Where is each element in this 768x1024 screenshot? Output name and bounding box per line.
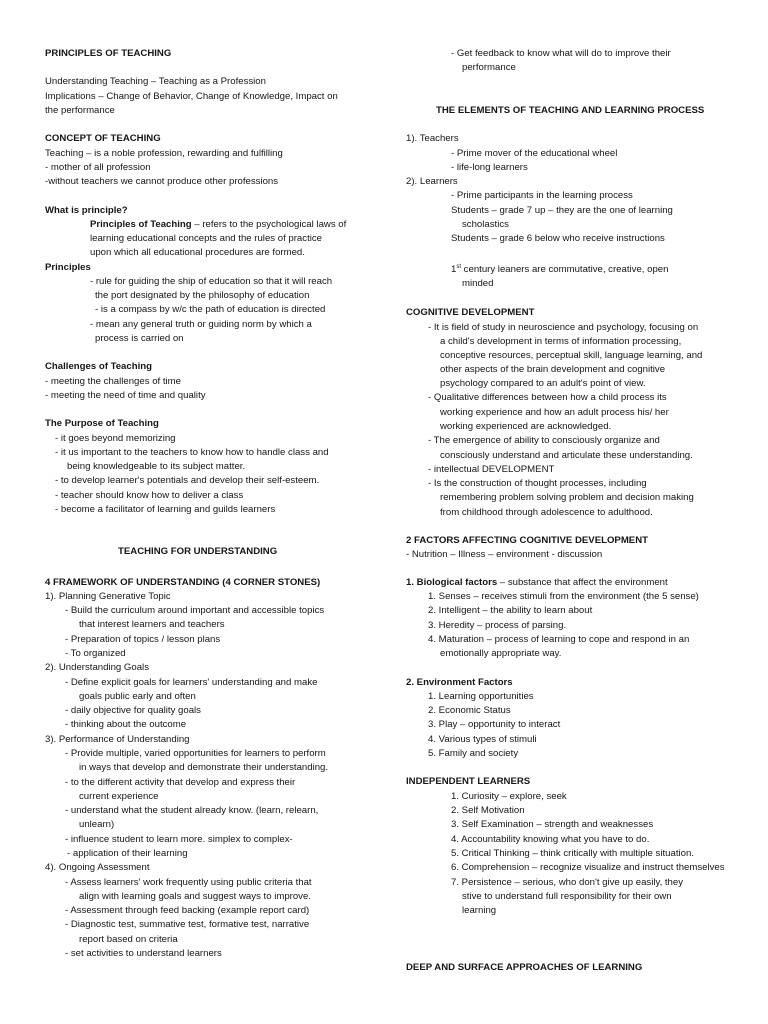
line-text: from childhood through adolescence to adulthood. bbox=[440, 507, 653, 518]
line-text: Principles bbox=[45, 262, 91, 273]
line-text: - thinking about the outcome bbox=[65, 719, 187, 730]
text-line bbox=[90, 247, 305, 259]
line-text: – substance that affect the environment bbox=[497, 577, 668, 588]
text-line bbox=[451, 877, 683, 889]
line-text: - Prime participants in the learning process bbox=[451, 190, 633, 201]
text-line bbox=[45, 734, 190, 746]
line-text: 5. Critical Thinking – think critically with multiple situation. bbox=[451, 848, 694, 859]
text-line bbox=[45, 376, 181, 388]
ordinal-suffix: st bbox=[456, 263, 462, 270]
line-text: - meeting the need of time and quality bbox=[45, 390, 206, 401]
text-line bbox=[406, 176, 458, 188]
line-text: 1. Learning opportunities bbox=[428, 691, 534, 702]
line-text: Students – grade 6 below who receive instructions bbox=[451, 233, 665, 244]
section-heading bbox=[118, 546, 277, 558]
text-line bbox=[65, 677, 317, 689]
text-line bbox=[440, 648, 561, 660]
line-text: - to develop learner's potentials and develop their self-esteem. bbox=[55, 475, 320, 486]
text-line bbox=[55, 504, 275, 516]
text-line bbox=[406, 549, 602, 561]
line-text: learning educational concepts and the rules of practice bbox=[90, 233, 322, 244]
line-text: consciously understand and articulate these understanding. bbox=[440, 450, 693, 461]
line-text: Challenges of Teaching bbox=[45, 361, 152, 372]
text-line bbox=[67, 461, 245, 473]
line-text: - it us important to the teachers to know how to handle class and bbox=[55, 447, 329, 458]
section-heading bbox=[45, 418, 159, 430]
line-text: - influence student to learn more. simplex to complex- bbox=[65, 834, 293, 845]
section-heading bbox=[406, 776, 530, 788]
text-line bbox=[65, 834, 293, 846]
section-heading bbox=[45, 133, 161, 145]
line-text: conceptive resources, perceptual skill, language learning, and bbox=[440, 350, 703, 361]
line-text: - Preparation of topics / lesson plans bbox=[65, 634, 221, 645]
line-text: 3. Heredity – process of parsing. bbox=[428, 620, 567, 631]
text-line bbox=[79, 691, 196, 703]
line-text: 4. Various types of stimuli bbox=[428, 734, 537, 745]
text-line bbox=[45, 390, 206, 402]
line-text: 2). Understanding Goals bbox=[45, 662, 149, 673]
text-line bbox=[65, 919, 309, 931]
text-line bbox=[462, 62, 516, 74]
text-line bbox=[65, 748, 326, 760]
line-text: - It is field of study in neuroscience and psychology, focusing on bbox=[428, 322, 699, 333]
text-line bbox=[451, 791, 567, 803]
line-text: report based on criteria bbox=[79, 934, 178, 945]
text-line bbox=[451, 190, 633, 202]
text-line bbox=[451, 264, 668, 276]
section-heading bbox=[45, 48, 171, 60]
section-heading bbox=[45, 262, 91, 274]
text-line bbox=[65, 877, 312, 889]
line-text: 3. Play – opportunity to interact bbox=[428, 719, 561, 730]
text-line bbox=[65, 605, 324, 617]
line-text: - Build the curriculum around important and accessible topics bbox=[65, 605, 325, 616]
line-text: - Qualitative differences between how a child process its bbox=[428, 392, 667, 403]
text-line bbox=[451, 819, 653, 831]
line-text: – refers to the psychological laws of bbox=[191, 219, 347, 230]
line-text: - is a compass by w/c the path of education is directed bbox=[95, 304, 326, 315]
line-text: CONCEPT OF TEACHING bbox=[45, 133, 161, 144]
text-line bbox=[65, 948, 222, 960]
text-line bbox=[440, 492, 694, 504]
section-heading bbox=[406, 677, 513, 689]
line-text: 4. Maturation – process of learning to cope and respond in an bbox=[428, 634, 690, 645]
text-line bbox=[55, 433, 176, 445]
line-text: - Provide multiple, varied opportunities for learners to perform bbox=[65, 748, 326, 759]
text-line bbox=[428, 719, 560, 731]
line-text: - meeting the challenges of time bbox=[45, 376, 181, 387]
text-line bbox=[65, 634, 220, 646]
line-text: learning bbox=[462, 905, 497, 916]
text-line bbox=[79, 819, 114, 831]
text-line bbox=[45, 176, 278, 188]
line-text: - mean any general truth or guiding norm by which a bbox=[90, 319, 312, 330]
line-text: 2 FACTORS AFFECTING COGNITIVE DEVELOPMENT bbox=[406, 535, 648, 546]
text-line bbox=[428, 634, 689, 646]
line-text: - daily objective for quality goals bbox=[65, 705, 201, 716]
text-line bbox=[451, 834, 649, 846]
text-line bbox=[440, 507, 653, 519]
line-text: 4 FRAMEWORK OF UNDERSTANDING (4 CORNER STONES) bbox=[45, 577, 321, 588]
line-text: align with learning goals and suggest ways to improve. bbox=[79, 891, 311, 902]
text-line bbox=[45, 76, 266, 88]
line-text: PRINCIPLES OF TEACHING bbox=[45, 48, 172, 59]
line-text: - Assessment through feed backing (example report card) bbox=[65, 905, 310, 916]
text-line bbox=[406, 577, 668, 589]
line-text: working experience and how an adult process his/ her bbox=[440, 407, 669, 418]
line-text: - set activities to understand learners bbox=[65, 948, 222, 959]
line-text: remembering problem solving problem and decision making bbox=[440, 492, 694, 503]
line-text: 2). Learners bbox=[406, 176, 458, 187]
line-text: Students – grade 7 up – they are the one of learning bbox=[451, 205, 673, 216]
text-line bbox=[65, 648, 126, 660]
line-text: that interest learners and teachers bbox=[79, 619, 225, 630]
text-line bbox=[95, 333, 184, 345]
line-text: 2. Environment Factors bbox=[406, 677, 513, 688]
text-line bbox=[79, 791, 158, 803]
line-text: stive to understand full responsibility for their own bbox=[462, 891, 672, 902]
text-line bbox=[65, 777, 295, 789]
line-text: Implications – Change of Behavior, Change of Knowledge, Impact on bbox=[45, 91, 338, 102]
text-line bbox=[428, 620, 566, 632]
line-text: - Nutrition – Illness – environment - discussion bbox=[406, 549, 603, 560]
text-line bbox=[79, 934, 178, 946]
line-text: - understand what the student already know. (learn, relearn, bbox=[65, 805, 319, 816]
line-text: - become a facilitator of learning and guilds learners bbox=[55, 504, 276, 515]
line-text: 2. Intelligent – the ability to learn about bbox=[428, 605, 593, 616]
line-text: 1. Curiosity – explore, seek bbox=[451, 791, 567, 802]
text-line bbox=[428, 392, 667, 404]
text-line bbox=[440, 378, 646, 390]
text-line bbox=[428, 435, 660, 447]
text-line bbox=[45, 662, 149, 674]
line-text: current experience bbox=[79, 791, 159, 802]
line-text: 2. Economic Status bbox=[428, 705, 511, 716]
line-text: - To organized bbox=[65, 648, 126, 659]
text-line bbox=[90, 233, 322, 245]
text-line bbox=[428, 591, 699, 603]
line-text: 1). Teachers bbox=[406, 133, 459, 144]
text-line bbox=[462, 219, 509, 231]
term: 1. Biological factors bbox=[406, 577, 498, 588]
text-line bbox=[451, 205, 673, 217]
line-text: 1). Planning Generative Topic bbox=[45, 591, 171, 602]
text-line bbox=[440, 364, 665, 376]
line-text: THE ELEMENTS OF TEACHING AND LEARNING PROCESS bbox=[436, 105, 705, 116]
text-line bbox=[45, 105, 115, 117]
text-line bbox=[428, 691, 534, 703]
text-line bbox=[428, 705, 511, 717]
text-line bbox=[451, 848, 694, 860]
line-text: - Is the construction of thought processes, including bbox=[428, 478, 647, 489]
line-text: 5. Family and society bbox=[428, 748, 519, 759]
line-text: performance bbox=[462, 62, 516, 73]
text-line bbox=[440, 421, 611, 433]
text-line bbox=[440, 450, 693, 462]
text-line bbox=[451, 48, 671, 60]
text-line bbox=[440, 350, 702, 362]
line-text: What is principle? bbox=[45, 205, 128, 216]
line-text: other aspects of the brain development and cognitive bbox=[440, 364, 666, 375]
section-heading bbox=[436, 105, 704, 117]
text-line bbox=[428, 322, 698, 334]
text-line bbox=[462, 278, 493, 290]
text-line bbox=[95, 290, 309, 302]
ordinal-number: 1 bbox=[451, 264, 457, 275]
text-line bbox=[65, 805, 318, 817]
term: Principles of Teaching bbox=[90, 219, 192, 230]
text-line bbox=[428, 478, 647, 490]
text-line bbox=[462, 891, 672, 903]
line-text: 3). Performance of Understanding bbox=[45, 734, 190, 745]
text-line bbox=[79, 619, 225, 631]
text-line bbox=[65, 905, 309, 917]
line-text: a child's development in terms of information processing, bbox=[440, 336, 682, 347]
line-text: goals public early and often bbox=[79, 691, 196, 702]
text-line bbox=[45, 162, 151, 174]
line-text: - Prime mover of the educational wheel bbox=[451, 148, 618, 159]
section-heading bbox=[406, 535, 648, 547]
line-text: 4). Ongoing Assessment bbox=[45, 862, 150, 873]
line-text: being knowledgeable to its subject matter. bbox=[67, 461, 246, 472]
line-text: Teaching – is a noble profession, rewarding and fulfilling bbox=[45, 148, 283, 159]
text-line bbox=[90, 219, 346, 231]
line-text: psychology compared to an adult's point of view. bbox=[440, 378, 646, 389]
text-line bbox=[406, 133, 459, 145]
line-text: - intellectual DEVELOPMENT bbox=[428, 464, 555, 475]
text-line bbox=[65, 719, 186, 731]
section-heading bbox=[45, 577, 320, 589]
line-text: - teacher should know how to deliver a class bbox=[55, 490, 244, 501]
line-text: - Diagnostic test, summative test, formative test, narrative bbox=[65, 919, 310, 930]
text-line bbox=[90, 319, 312, 331]
text-line bbox=[428, 748, 518, 760]
line-text: - application of their learning bbox=[67, 848, 188, 859]
line-text: COGNITIVE DEVELOPMENT bbox=[406, 307, 535, 318]
section-heading bbox=[45, 361, 152, 373]
line-text: TEACHING FOR UNDERSTANDING bbox=[118, 546, 278, 557]
line-text: - to the different activity that develop and express their bbox=[65, 777, 296, 788]
section-heading bbox=[406, 307, 534, 319]
line-text: - The emergence of ability to consciously organize and bbox=[428, 435, 660, 446]
text-line bbox=[65, 705, 201, 717]
line-text: INDEPENDENT LEARNERS bbox=[406, 776, 531, 787]
line-text: -without teachers we cannot produce other professions bbox=[45, 176, 279, 187]
text-line bbox=[79, 891, 311, 903]
text-line bbox=[55, 490, 243, 502]
line-text: - life-long learners bbox=[451, 162, 528, 173]
text-line bbox=[90, 276, 332, 288]
line-text: working experienced are acknowledged. bbox=[440, 421, 612, 432]
text-line bbox=[451, 233, 665, 245]
line-text: Understanding Teaching – Teaching as a Profession bbox=[45, 76, 266, 87]
line-text: - it goes beyond memorizing bbox=[55, 433, 176, 444]
line-text: the performance bbox=[45, 105, 115, 116]
text-line bbox=[79, 762, 328, 774]
text-line bbox=[45, 591, 171, 603]
text-line bbox=[440, 407, 669, 419]
text-line bbox=[428, 734, 537, 746]
text-line bbox=[45, 148, 283, 160]
line-text: - mother of all profession bbox=[45, 162, 151, 173]
line-text: 4. Accountability knowing what you have to do. bbox=[451, 834, 650, 845]
text-line bbox=[428, 605, 592, 617]
line-text: upon which all educational procedures are formed. bbox=[90, 247, 305, 258]
line-text: process is carried on bbox=[95, 333, 184, 344]
line-text: - Define explicit goals for learners' understanding and make bbox=[65, 677, 318, 688]
text-line bbox=[67, 848, 188, 860]
text-line bbox=[451, 862, 725, 874]
line-text: emotionally appropriate way. bbox=[440, 648, 562, 659]
text-line bbox=[45, 91, 338, 103]
line-text: 1. Senses – receives stimuli from the environment (the 5 sense) bbox=[428, 591, 699, 602]
line-text: scholastics bbox=[462, 219, 509, 230]
section-heading bbox=[406, 962, 642, 974]
text-line bbox=[55, 475, 319, 487]
line-text: The Purpose of Teaching bbox=[45, 418, 159, 429]
line-text: 3. Self Examination – strength and weaknesses bbox=[451, 819, 654, 830]
line-text: 6. Comprehension – recognize visualize and instruct themselves bbox=[451, 862, 725, 873]
line-text: century leaners are commutative, creative, open bbox=[461, 264, 669, 275]
line-text: unlearn) bbox=[79, 819, 115, 830]
line-text: the port designated by the philosophy of education bbox=[95, 290, 310, 301]
line-text: 2. Self Motivation bbox=[451, 805, 525, 816]
section-heading bbox=[45, 205, 128, 217]
text-line bbox=[462, 905, 496, 917]
text-line bbox=[451, 148, 617, 160]
line-text: in ways that develop and demonstrate their understanding. bbox=[79, 762, 329, 773]
line-text: - rule for guiding the ship of education so that it will reach bbox=[90, 276, 333, 287]
line-text: - Get feedback to know what will do to improve their bbox=[451, 48, 671, 59]
line-text: - Assess learners' work frequently using public criteria that bbox=[65, 877, 312, 888]
text-line bbox=[451, 805, 525, 817]
line-text: minded bbox=[462, 278, 494, 289]
line-text: 7. Persistence – serious, who don't give up easily, they bbox=[451, 877, 684, 888]
text-line bbox=[95, 304, 325, 316]
text-line bbox=[440, 336, 681, 348]
text-line bbox=[451, 162, 528, 174]
text-line bbox=[45, 862, 150, 874]
text-line bbox=[428, 464, 554, 476]
text-line bbox=[55, 447, 329, 459]
line-text: DEEP AND SURFACE APPROACHES OF LEARNING bbox=[406, 962, 643, 973]
